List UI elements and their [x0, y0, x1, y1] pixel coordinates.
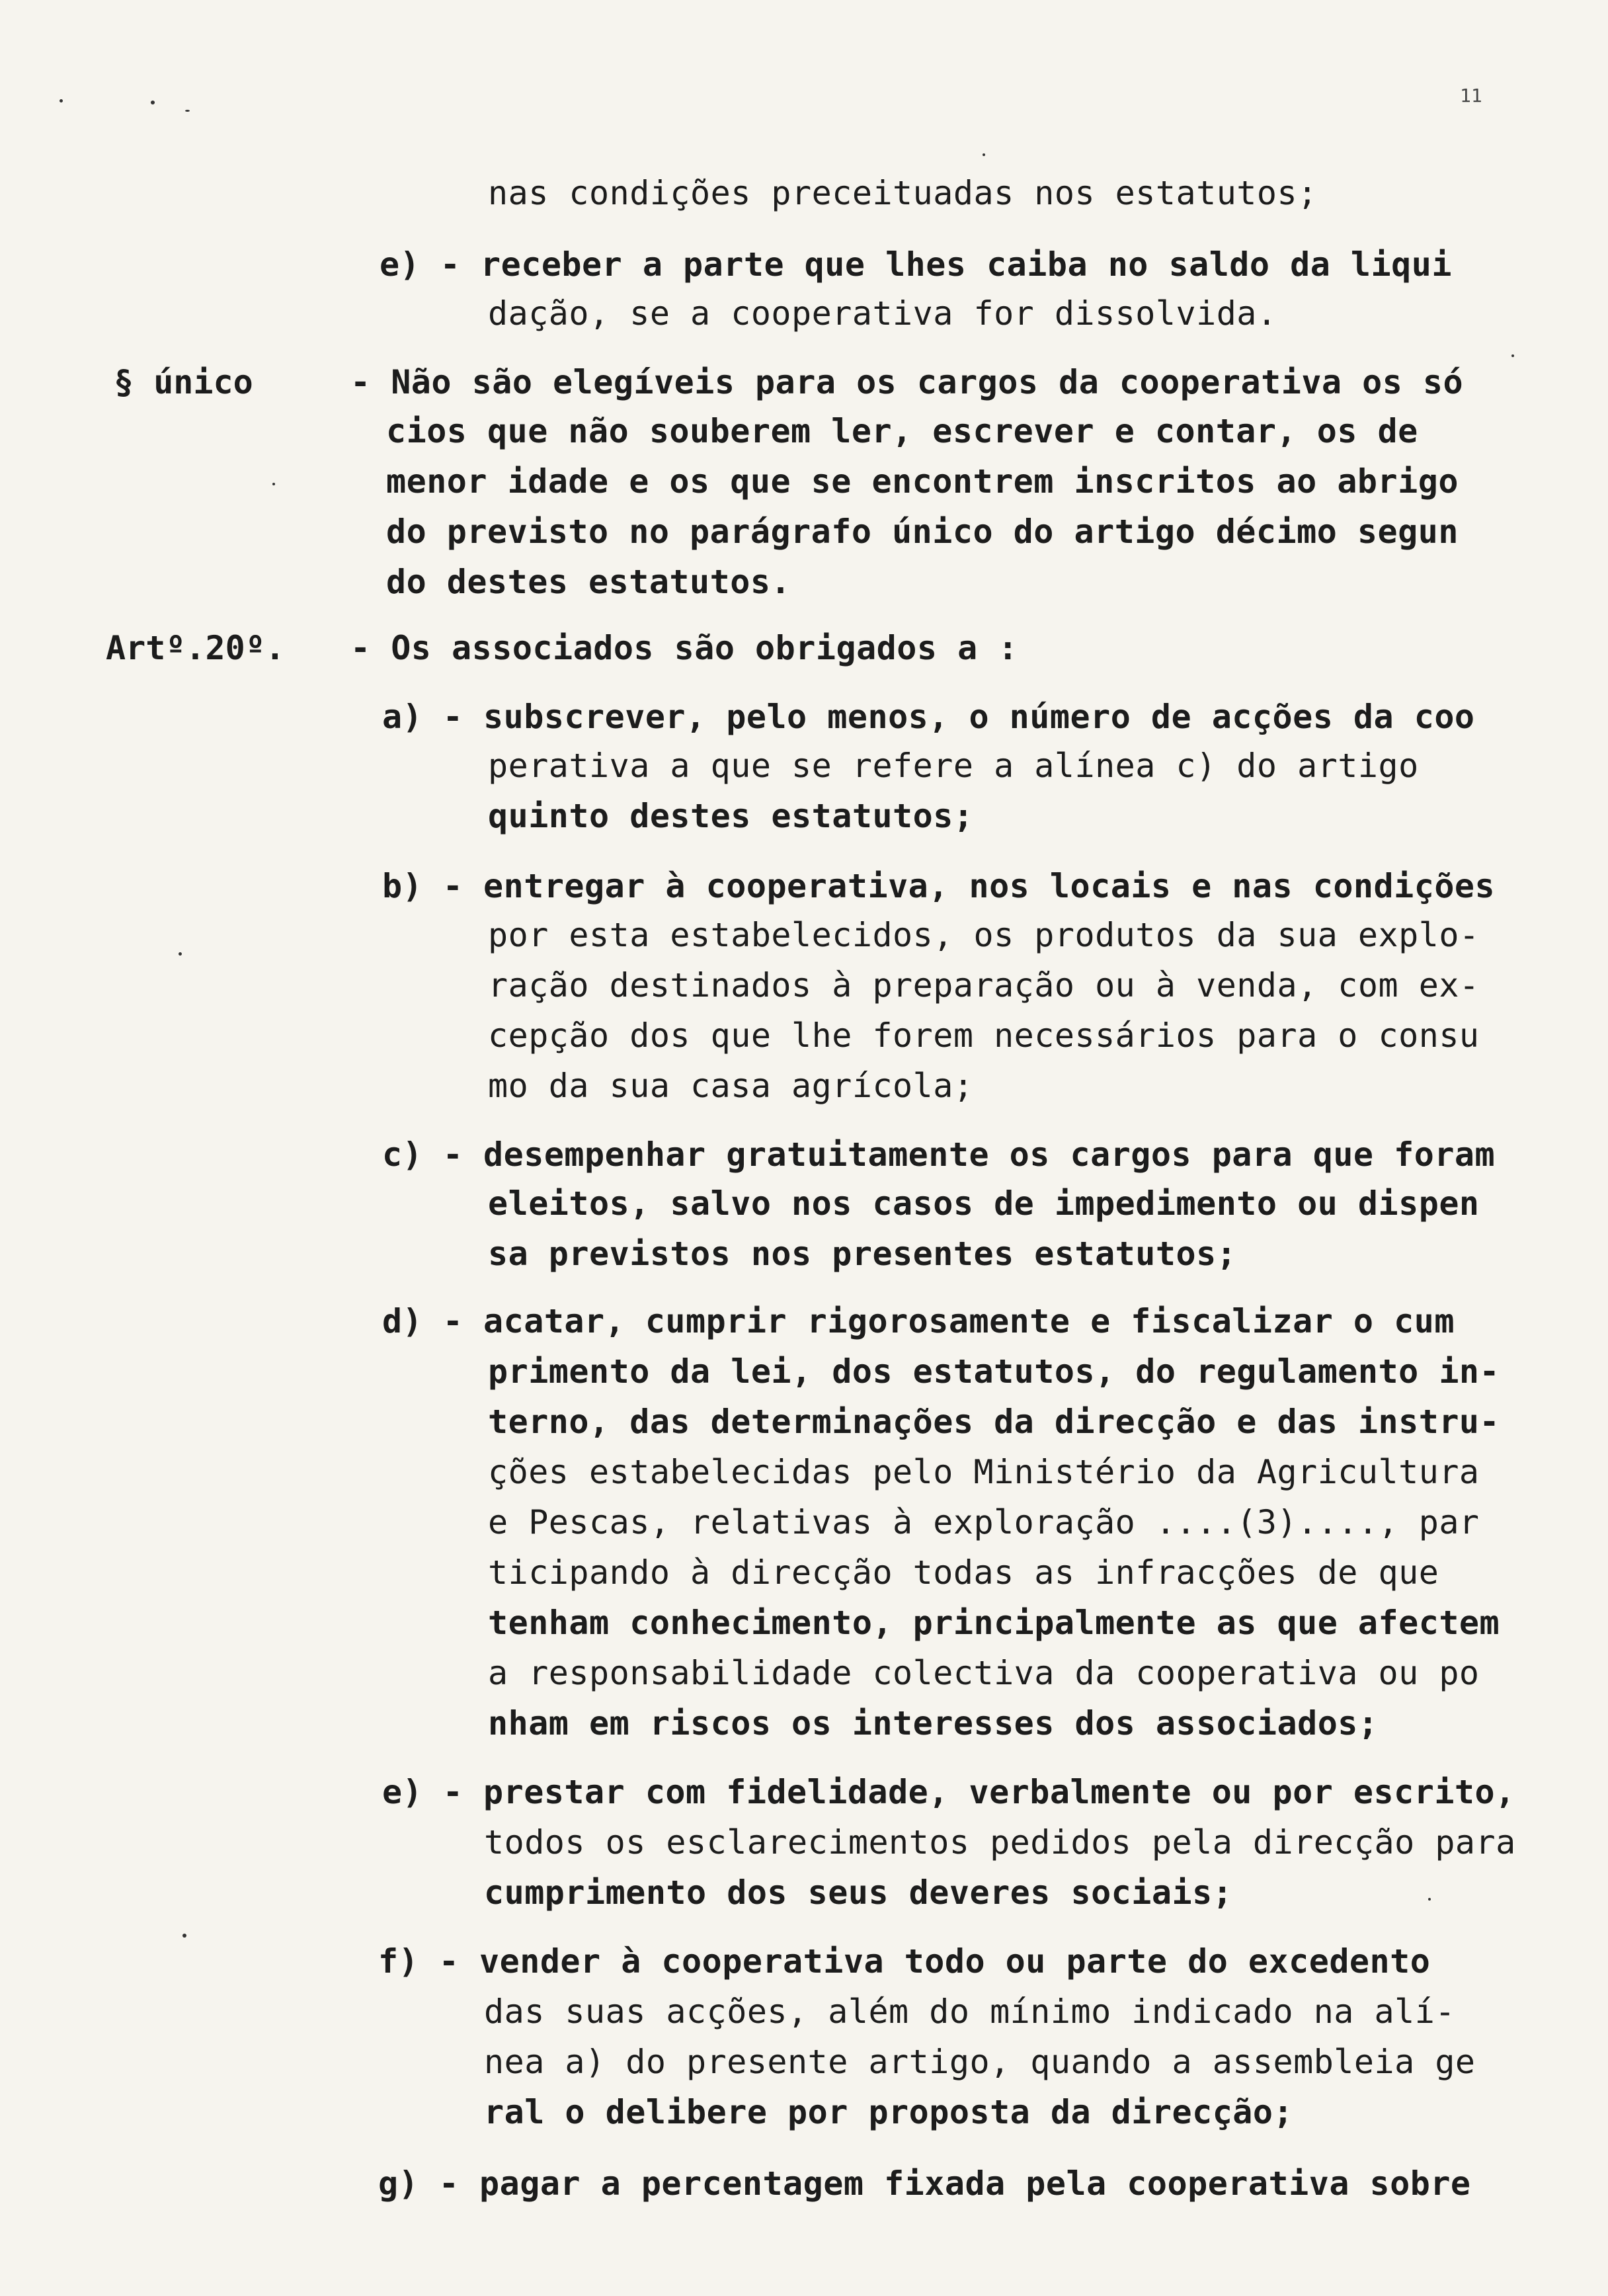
text-line: cumprimento dos seus deveres sociais; [484, 1873, 1233, 1912]
scan-speck [151, 101, 155, 104]
text-line: d) - acatar, cumprir rigorosamente e fiscalizar o cum [382, 1302, 1455, 1340]
text-line: das suas acções, além do mínimo indicado na alí- [484, 1992, 1455, 2031]
scan-speck [182, 1934, 186, 1938]
margin-label-unico: § único [114, 363, 253, 401]
text-line: do previsto no parágrafo único do artigo décimo segun [386, 512, 1459, 551]
text-line: ração destinados à preparação ou à venda, com ex- [488, 966, 1480, 1004]
text-line: - Os associados são obrigados a : [350, 629, 1018, 667]
text-line: nas condições preceituadas nos estatutos; [488, 174, 1318, 212]
text-line: ções estabelecidas pelo Ministério da Agricultura [488, 1453, 1480, 1491]
text-line: - Não são elegíveis para os cargos da cooperativa os só [350, 363, 1464, 401]
text-line: terno, das determinações da direcção e das instru- [488, 1403, 1500, 1441]
scan-speck [1511, 354, 1514, 357]
text-line: dação, se a cooperativa for dissolvida. [488, 294, 1277, 333]
text-line: ticipando à direcção todas as infracções de que [488, 1553, 1439, 1592]
text-line: f) - vender à cooperativa todo ou parte do excedento [378, 1942, 1431, 1981]
text-line: b) - entregar à cooperativa, nos locais e nas condições [382, 867, 1496, 905]
scan-speck [185, 110, 190, 112]
text-line: e) - receber a parte que lhes caiba no saldo da liqui [380, 245, 1452, 284]
text-line: sa previstos nos presentes estatutos; [488, 1235, 1237, 1273]
text-line: por esta estabelecidos, os produtos da sua explo- [488, 916, 1480, 954]
text-line: todos os esclarecimentos pedidos pela direcção para [484, 1823, 1516, 1862]
text-line: menor idade e os que se encontrem inscritos ao abrigo [386, 462, 1459, 501]
text-line: quinto destes estatutos; [488, 797, 974, 835]
scan-speck [983, 153, 985, 156]
page-number: 11 [1460, 85, 1482, 106]
text-line: cepção dos que lhe forem necessários para o consu [488, 1016, 1480, 1055]
scan-speck [60, 99, 63, 102]
text-line: do destes estatutos. [386, 563, 791, 601]
text-line: e Pescas, relativas à exploração ....(3)...., par [488, 1503, 1480, 1541]
text-line: eleitos, salvo nos casos de impedimento ou dispen [488, 1184, 1480, 1223]
scan-speck [272, 483, 275, 485]
text-line: nea a) do presente artigo, quando a assembleia ge [484, 2043, 1476, 2081]
text-line: tenham conhecimento, principalmente as que afectem [488, 1604, 1500, 1642]
text-line: nham em riscos os interesses dos associados; [488, 1704, 1379, 1742]
text-line: cios que não souberem ler, escrever e contar, os de [386, 412, 1418, 450]
text-line: e) - prestar com fidelidade, verbalmente ou por escrito, [382, 1773, 1515, 1811]
text-line: mo da sua casa agrícola; [488, 1067, 974, 1105]
text-line: primento da lei, dos estatutos, do regulamento in- [488, 1352, 1500, 1391]
text-line: a responsabilidade colectiva da cooperativa ou po [488, 1654, 1480, 1692]
text-line: ral o delibere por proposta da direcção; [484, 2093, 1294, 2131]
margin-label-article: Artº.20º. [106, 629, 285, 667]
scan-speck [1428, 1898, 1431, 1901]
text-line: perativa a que se refere a alínea c) do artigo [488, 747, 1419, 785]
text-line: c) - desempenhar gratuitamente os cargos para que foram [382, 1135, 1496, 1174]
text-line: g) - pagar a percentagem fixada pela cooperativa sobre [378, 2164, 1471, 2203]
scan-speck [179, 952, 182, 956]
text-line: a) - subscrever, pelo menos, o número de acções da coo [382, 698, 1475, 736]
